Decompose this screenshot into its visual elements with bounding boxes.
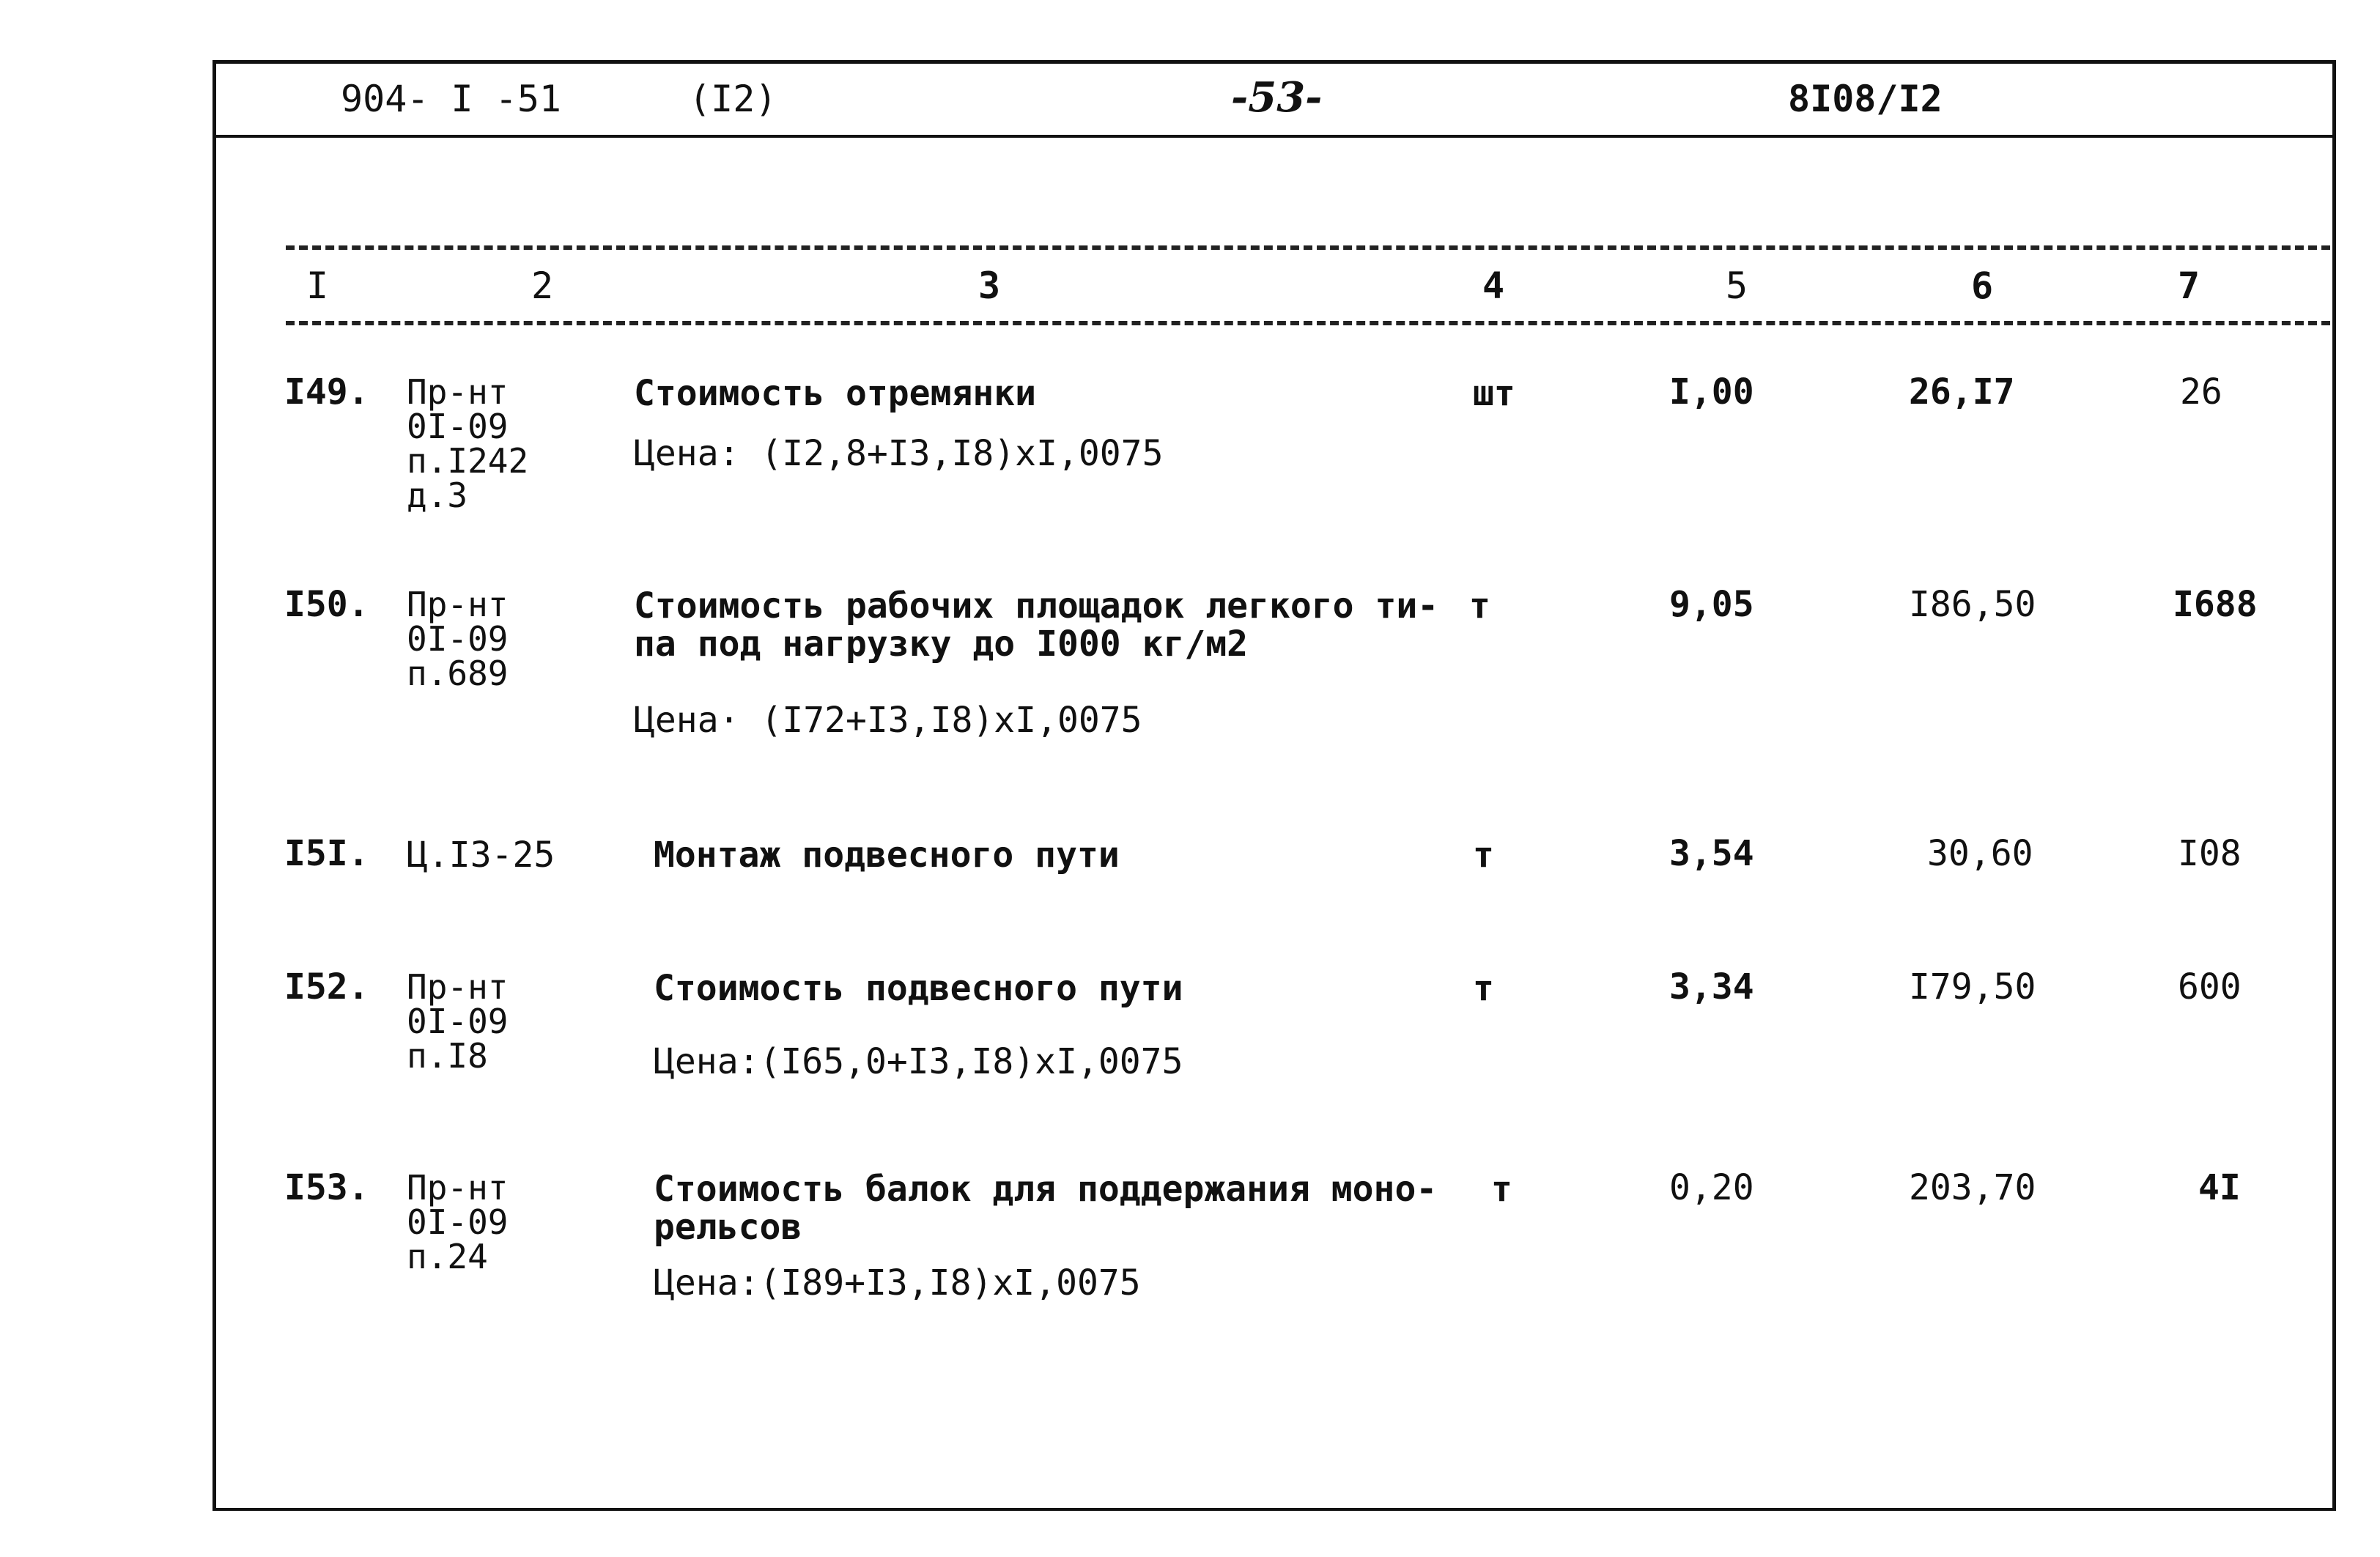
description: Стоимость балок для поддержания моно- рельсов <box>654 1169 1438 1248</box>
row-number: I5I. <box>284 833 369 874</box>
row-number: I53. <box>284 1167 369 1208</box>
quantity: 9,05 <box>1669 584 1754 625</box>
price-formula: Цена:(I65,0+I3,I8)xI,0075 <box>654 1041 1183 1082</box>
unit: т <box>1473 968 1494 1009</box>
description: Стоимость отремянки <box>634 373 1037 414</box>
sheet-code: 8I08/I2 <box>1788 78 1943 120</box>
unit-price: 30,60 <box>1927 833 2033 874</box>
unit: шт <box>1473 373 1515 414</box>
page-number: -53- <box>1231 73 1323 122</box>
reference: Ц.I3-25 <box>407 835 555 876</box>
column-header-top-rule <box>286 245 2330 250</box>
column-number-2: 2 <box>531 265 554 307</box>
unit-price: 203,70 <box>1909 1167 2036 1208</box>
total: I688 <box>2173 584 2258 625</box>
row-number: I50. <box>284 584 369 625</box>
price-formula: Цена:(I89+I3,I8)xI,0075 <box>654 1262 1141 1303</box>
total: 26 <box>2180 371 2222 413</box>
row-number: I49. <box>284 371 369 413</box>
price-formula: Цена· (I72+I3,I8)xI,0075 <box>634 700 1142 741</box>
unit-price: I86,50 <box>1909 584 2036 625</box>
unit-price: 26,I7 <box>1909 371 2015 413</box>
price-formula: Цена: (I2,8+I3,I8)xI,0075 <box>634 433 1164 474</box>
header-divider <box>212 135 2336 138</box>
quantity: I,00 <box>1669 371 1754 413</box>
column-number-3: 3 <box>978 265 1001 307</box>
reference: Пр-нт 0I-09 п.I242 д.3 <box>407 372 529 515</box>
description: Монтаж подвесного пути <box>654 835 1120 876</box>
column-number-7: 7 <box>2178 265 2200 307</box>
unit-price: I79,50 <box>1909 966 2036 1007</box>
unit: т <box>1491 1169 1512 1210</box>
reference: Пр-нт 0I-09 п.689 <box>407 585 509 693</box>
part-number: (I2) <box>689 78 777 120</box>
unit: т <box>1469 585 1490 626</box>
column-number-6: 6 <box>1971 265 1994 307</box>
total: I08 <box>2178 833 2242 874</box>
row-number: I52. <box>284 966 369 1007</box>
description: Стоимость рабочих площадок легкого ти- па под нагрузку до I000 кг/м2 <box>634 585 1439 665</box>
reference: Пр-нт 0I-09 п.I8 <box>407 967 509 1076</box>
quantity: 3,54 <box>1669 833 1754 874</box>
reference: Пр-нт 0I-09 п.24 <box>407 1168 509 1276</box>
unit: т <box>1473 835 1494 876</box>
column-number-1: I <box>306 265 329 307</box>
quantity: 0,20 <box>1669 1167 1754 1208</box>
total: 600 <box>2178 966 2242 1007</box>
column-number-4: 4 <box>1482 265 1505 307</box>
total: 4I <box>2198 1167 2241 1208</box>
description: Стоимость подвесного пути <box>654 968 1183 1009</box>
doc-code: 904- I -51 <box>341 78 562 120</box>
quantity: 3,34 <box>1669 966 1754 1007</box>
column-header-bottom-rule <box>286 321 2330 325</box>
column-number-5: 5 <box>1726 265 1748 307</box>
